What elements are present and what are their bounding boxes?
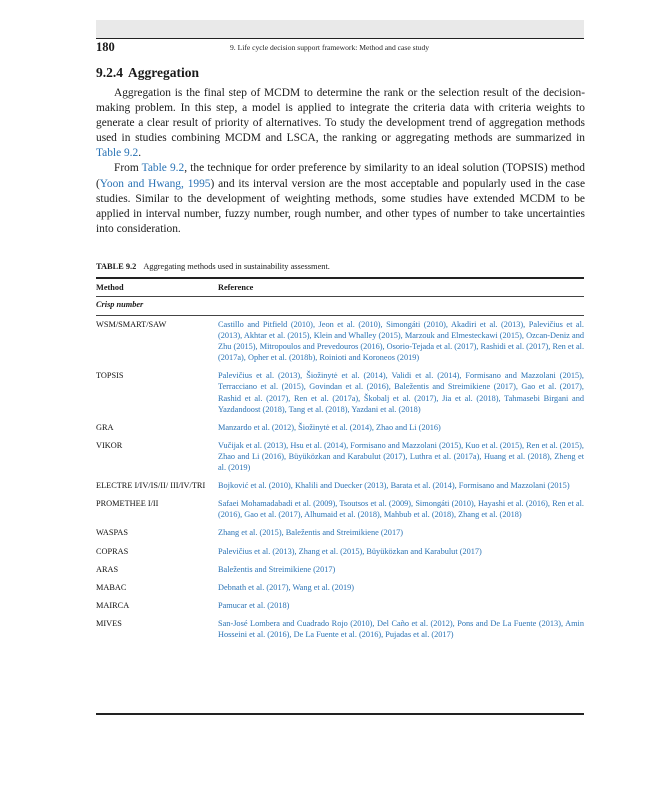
reference-cell[interactable]: Palevičius et al. (2013), Zhang et al. (2015), Büyüközkan and Karabulut (2017): [218, 546, 482, 556]
paragraph-1-text: Aggregation is the final step of MCDM to determine the rank or the selection result of the decision-making problem. In this step, a model is applied to integrate the criteria data with criteria weights to generate a clear result of priority of alternatives. To study the development trend of aggregation methods used in studies combining MCDM and LSCA, the ranking or aggregating methods are summarized in: [96, 87, 585, 145]
page-number: 180: [96, 40, 115, 54]
method-cell: WSM/SMART/SAW: [96, 320, 167, 329]
table-body: [96, 319, 584, 640]
table-bottom-rule: [96, 713, 584, 715]
table-row: [96, 319, 584, 363]
reference-cell[interactable]: Palevičius et al. (2013), Šiožinytė et al. (2014), Validi et al. (2014), Formisano and Mazzolani (2015), Terracciano et al. (2015), Govindan et al. (2016), Baležentis and Streimikiene (2017), Gao et al. (2017), Rashid et al. (2017), Ren et al. (2017a), Škobalj et al. (2017), Jia et al. (2018), Tahmasebi Birgani and Yazdandoost (2018), Tang et al. (2018), Yazdani et al. (2018): [218, 371, 584, 414]
section-title: Aggregation: [128, 65, 199, 80]
table-row: [96, 600, 584, 611]
method-cell: COPRAS: [96, 546, 129, 556]
group-label: Crisp number: [96, 300, 144, 310]
section-heading: [96, 65, 199, 81]
reference-cell[interactable]: Baležentis and Streimikiene (2017): [218, 564, 336, 574]
table-row: [96, 546, 584, 557]
method-cell: TOPSIS: [96, 371, 124, 381]
table-group-row: [96, 296, 584, 314]
method-cell: MIVES: [96, 618, 122, 628]
reference-cell[interactable]: Zhang et al. (2015), Baležentis and Streimikiene (2017): [218, 528, 404, 538]
paragraph-2: [96, 161, 585, 236]
method-cell: VIKOR: [96, 440, 123, 450]
reference-cell[interactable]: Pamucar et al. (2018): [218, 600, 290, 610]
method-cell: GRA: [96, 422, 114, 432]
paragraph-2-text-b: , the technique for order preference by similarity to an ideal solution (TOPSIS) method (: [96, 162, 585, 190]
running-head: 9. Life cycle decision support framework: Method and case study: [230, 43, 430, 52]
table-row: [96, 422, 584, 433]
method-cell: WASPAS: [96, 528, 128, 538]
table-row: [96, 618, 584, 640]
body-text: [96, 86, 585, 237]
method-cell: MAIRCA: [96, 600, 130, 610]
paragraph-2-text-a: From: [114, 162, 142, 175]
column-header-reference: Reference: [218, 282, 254, 292]
table-row: [96, 480, 584, 491]
reference-cell[interactable]: Bojković et al. (2010), Khalili and Duecker (2013), Barata et al. (2014), Formisano and Mazzolani (2015): [218, 481, 570, 491]
reference-cell[interactable]: San-José Lombera and Cuadrado Rojo (2010), Del Caño et al. (2012), Pons and De La Fuente (2013), Amin Hosseini et al. (2016), De La Fuente et al. (2016), Pujadas et al. (2017): [218, 618, 584, 639]
aggregation-methods-table: [96, 279, 584, 647]
paragraph-2-text-c: ) and its interval version are the most acceptable and popularly used in the case studies. Similar to the development of weighting methods, some studies have extended MCDM to be applied in interval number, fuzzy number, rough number, and other types of number to take uncertainties into consideration.: [96, 177, 586, 235]
reference-cell[interactable]: Manzardo et al. (2012), Šiožinytė et al. (2014), Zhao and Li (2016): [218, 422, 441, 432]
column-header-method: Method: [96, 282, 124, 292]
table-row: [96, 498, 584, 520]
table-header-row: [96, 279, 584, 296]
header-band: [96, 20, 584, 38]
reference-cell[interactable]: Vučijak et al. (2013), Hsu et al. (2014), Formisano and Mazzolani (2015), Kuo et al. (2015), Ren et al. (2015), Zhao and Li (2016), Büyüközkan and Karabulut (2017), Luthra et al. (2017a), Huang et al. (2018), Zheng et al. (2019): [218, 440, 584, 473]
table-row: [96, 440, 584, 473]
table-row: [96, 527, 584, 538]
method-cell: MABAC: [96, 582, 127, 592]
method-cell: ARAS: [96, 564, 119, 574]
method-cell: ELECTRE I/IV/IS/II/ III/IV/TRI: [96, 481, 206, 491]
reference-cell[interactable]: Safaei Mohamadabadi et al. (2009), Tsoutsos et al. (2009), Simongáti (2010), Hayashi et al. (2016), Ren et al. (2016), Gao et al. (2017), Alhumaid et al. (2018), Mahbub et al. (2018), Zhang et al. (2018): [218, 499, 584, 520]
citation-link[interactable]: Yoon and Hwang, 1995: [99, 177, 211, 190]
table-caption-text: Aggregating methods used in sustainability assessment.: [143, 262, 330, 271]
paragraph-1-end: .: [138, 147, 142, 160]
reference-cell[interactable]: Castillo and Pitfield (2010), Jeon et al. (2010), Simongáti (2010), Akadiri et al. (2013), Palevičius et al. (2013), Akhtar et al. (2015), Klein and Whalley (2015), Marzouk and Elmesteckawi (2015), Ozcan-Deniz and Zhu (2015), Mitropoulos and Prevedouros (2016), Osorio-Tejada et al. (2017), Rashidi et al. (2017), Ren et al. (2017a), Opher et al. (2018b), Roinioti and Koroneos (2019): [218, 320, 585, 363]
table-link[interactable]: Table 9.2: [96, 147, 139, 160]
paragraph-1: [96, 86, 585, 161]
table-row: [96, 582, 584, 593]
table-caption: [96, 262, 330, 271]
section-number: 9.2.4: [96, 65, 123, 80]
table-link[interactable]: Table 9.2: [141, 162, 185, 175]
header-rule: [96, 38, 584, 39]
reference-cell[interactable]: Debnath et al. (2017), Wang et al. (2019): [218, 582, 355, 592]
table-row: [96, 564, 584, 575]
table-row: [96, 370, 584, 414]
table-label: TABLE 9.2: [96, 262, 137, 271]
method-cell: PROMETHEE I/II: [96, 499, 159, 509]
